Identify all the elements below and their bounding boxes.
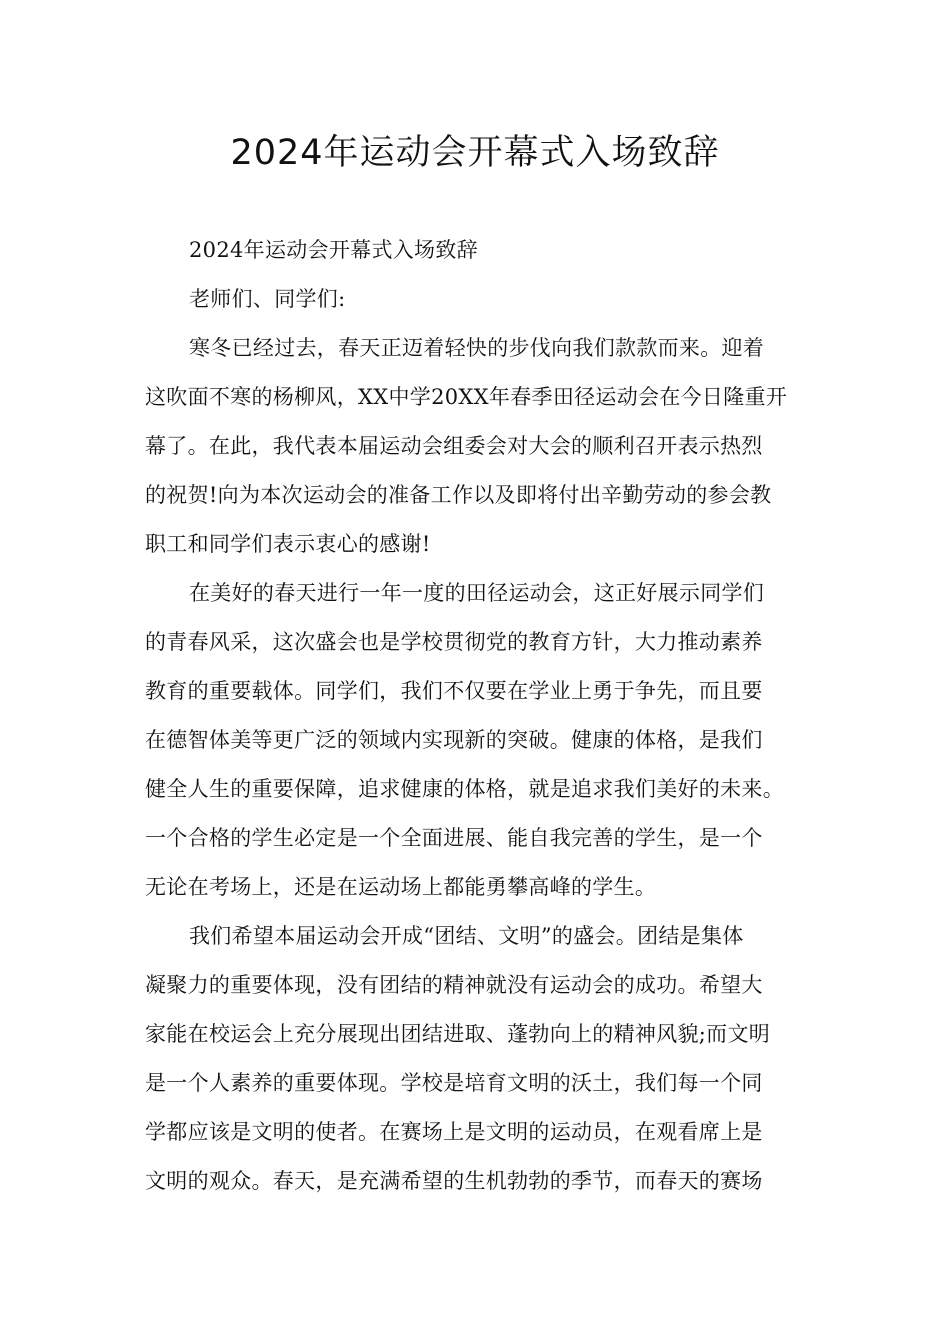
text-line: 文明的观众。春天，是充满希望的生机勃勃的季节，而春天的赛场	[145, 1169, 763, 1193]
text-line: 凝聚力的重要体现，没有团结的精神就没有运动会的成功。希望大	[145, 973, 763, 997]
text-line: 2024年运动会开幕式入场致辞	[189, 238, 478, 262]
document-title: 2024年运动会开幕式入场致辞	[230, 133, 720, 173]
document-body	[145, 226, 810, 1206]
text-line: 无论在考场上，还是在运动场上都能勇攀高峰的学生。	[145, 875, 657, 899]
text-line: 幕了。在此，我代表本届运动会组委会对大会的顺利召开表示热烈	[145, 434, 763, 458]
text-line: 家能在校运会上充分展现出团结进取、蓬勃向上的精神风貌;而文明	[145, 1022, 771, 1046]
text-line: 是一个人素养的重要体现。学校是培育文明的沃土，我们每一个同	[145, 1071, 763, 1095]
text-line: 在美好的春天进行一年一度的田径运动会，这正好展示同学们	[189, 581, 765, 605]
text-line: 一个合格的学生必定是一个全面进展、能自我完善的学生，是一个	[145, 826, 763, 850]
text-line: 在德智体美等更广泛的领域内实现新的突破。健康的体格，是我们	[145, 728, 763, 752]
text-line: 健全人生的重要保障，追求健康的体格，就是追求我们美好的未来。	[145, 777, 784, 801]
text-line: 寒冬已经过去，春天正迈着轻快的步伐向我们款款而来。迎着	[189, 336, 765, 360]
text-line: 这吹面不寒的杨柳风，XX中学20XX年春季田径运动会在今日隆重开	[145, 385, 788, 409]
text-line: 的青春风采，这次盛会也是学校贯彻党的教育方针，大力推动素养	[145, 630, 763, 654]
text-line: 我们希望本届运动会开成“团结、文明”的盛会。团结是集体	[189, 924, 744, 948]
text-line: 的祝贺!向为本次运动会的准备工作以及即将付出辛勤劳动的参会教	[145, 483, 772, 507]
text-line: 学都应该是文明的使者。在赛场上是文明的运动员，在观看席上是	[145, 1120, 763, 1144]
text-line: 教育的重要载体。同学们，我们不仅要在学业上勇于争先，而且要	[145, 679, 763, 703]
text-line: 老师们、同学们:	[189, 287, 346, 311]
text-line: 职工和同学们表示衷心的感谢!	[145, 532, 431, 556]
